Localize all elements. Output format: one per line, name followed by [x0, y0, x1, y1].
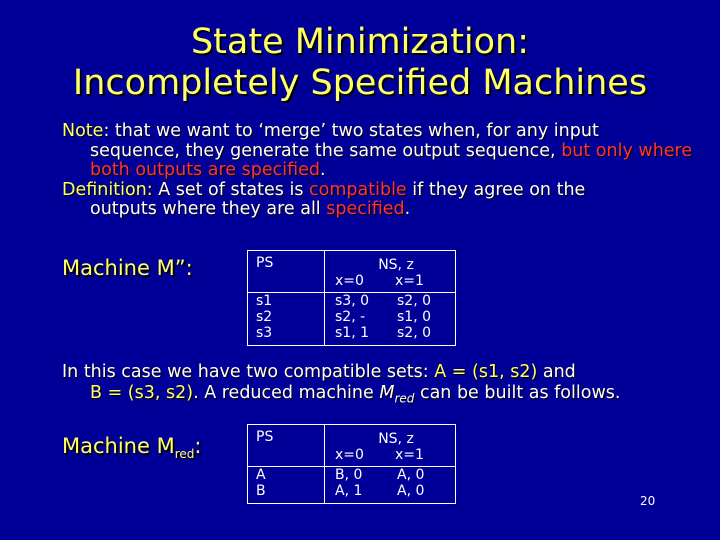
definition-compatible: compatible: [309, 179, 407, 200]
table-row: [333, 467, 447, 483]
red-subscript: red: [394, 391, 415, 406]
ns-header: NS, z: [378, 431, 414, 447]
middle-text-2: . A reduced machine: [193, 383, 380, 403]
table-row: [333, 325, 447, 341]
title-line-2: Incompletely Specified Machines: [72, 63, 648, 103]
x0-cell: A, 1: [335, 483, 363, 499]
notes-block: [62, 122, 702, 220]
x1-header: x=1: [395, 273, 424, 289]
set-a: A = (s1, s2): [434, 362, 538, 382]
ns-column: [325, 467, 456, 504]
page-number: 20: [640, 494, 656, 508]
definition-specified: specified: [326, 199, 405, 219]
machine-m-state-table: [247, 250, 456, 346]
x0-cell: s2, -: [335, 309, 366, 325]
machine-mred-sub: red: [174, 447, 195, 462]
ns-header-cell: [325, 425, 456, 467]
machine-m-italic: M: [379, 383, 395, 403]
note-end: .: [319, 160, 326, 180]
table-row: [333, 293, 447, 309]
table-header-row: [248, 251, 456, 293]
machine-mred-label: [62, 434, 201, 461]
x1-cell: s1, 0: [397, 309, 432, 325]
machine-m-label: Machine M”:: [62, 256, 193, 280]
machine-mred-colon: :: [194, 434, 202, 458]
table-row: [333, 309, 447, 325]
x1-cell: A, 0: [397, 467, 425, 483]
x1-cell: s2, 0: [397, 293, 432, 309]
ps-header: PS: [248, 425, 325, 467]
ns-header: NS, z: [378, 257, 414, 273]
ps-cell: s3: [256, 325, 273, 341]
set-b: B = (s3, s2): [90, 383, 194, 403]
table-header-row: [248, 425, 456, 467]
x0-cell: B, 0: [335, 467, 363, 483]
machine-mred-label-text: Machine M: [62, 434, 175, 458]
definition-end: .: [404, 199, 411, 219]
note-text-1: : that we want to ‘merge’ two states when, for any input: [103, 121, 599, 141]
ps-cell: s1: [256, 293, 273, 309]
note-highlight: but only where both outputs are specified: [90, 140, 693, 180]
note-paragraph: [62, 122, 702, 142]
ps-cell: s2: [256, 309, 273, 325]
middle-line-1: [62, 362, 702, 383]
ps-column: [248, 293, 325, 346]
note-continuation: [62, 142, 702, 181]
definition-text-2: if they agree on the: [406, 179, 586, 200]
x1-header: x=1: [395, 447, 424, 463]
ns-header-cell: [325, 251, 456, 293]
ps-column: [248, 467, 325, 504]
definition-text-1: A set of states is: [152, 179, 310, 200]
x0-cell: s1, 1: [335, 325, 370, 341]
x1-cell: A, 0: [397, 483, 425, 499]
slide-title: [0, 22, 720, 104]
machine-mred-state-table: [247, 424, 456, 504]
definition-label: Definition:: [62, 179, 153, 200]
middle-text-3: can be built as follows.: [414, 383, 621, 403]
definition-paragraph: [62, 181, 702, 201]
middle-and: and: [537, 362, 576, 382]
ps-cell: B: [256, 483, 266, 499]
definition-continuation: [62, 200, 702, 220]
middle-text-1: In this case we have two compatible sets:: [62, 362, 435, 382]
ps-header: PS: [248, 251, 325, 293]
middle-line-2: [62, 383, 702, 410]
note-text-2: sequence, they generate the same output sequence,: [90, 140, 562, 161]
table-body-row: [248, 467, 456, 504]
ps-cell: A: [256, 467, 266, 483]
definition-text-3: outputs where they are all: [90, 199, 327, 219]
compatible-sets-text: [62, 362, 702, 410]
note-label: Note: [62, 121, 104, 141]
x0-cell: s3, 0: [335, 293, 370, 309]
x0-header: x=0: [335, 273, 364, 289]
table-row: [333, 483, 447, 499]
table-body-row: [248, 293, 456, 346]
x1-cell: s2, 0: [397, 325, 432, 341]
x0-header: x=0: [335, 447, 364, 463]
title-line-1: State Minimization:: [190, 22, 530, 62]
ns-column: [325, 293, 456, 346]
